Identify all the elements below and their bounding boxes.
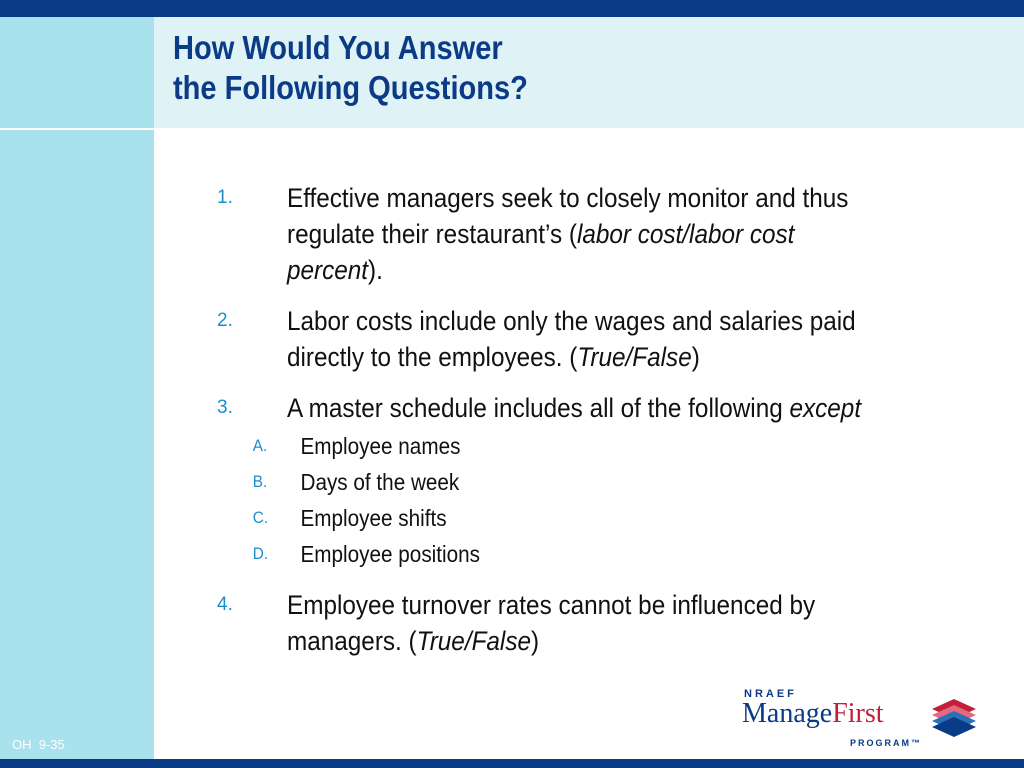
question-number: 2. [217, 310, 233, 331]
question-text-run: ). [368, 255, 383, 285]
slide-title-line: the Following Questions? [173, 69, 528, 106]
question-text-line [287, 303, 899, 339]
bottom-bar [0, 759, 1024, 768]
answer-option-text: Days of the week [300, 469, 460, 495]
slide-title [173, 28, 528, 108]
question-text-emphasis: except [789, 393, 862, 423]
manage-first-logo [742, 688, 982, 750]
question-text-emphasis: labor cost/labor cost [576, 219, 795, 249]
answer-option-letter: D. [252, 544, 269, 563]
question-text-run: ) [530, 626, 540, 656]
question-text-run: regulate their restaurant’s ( [287, 219, 577, 249]
question-item [213, 390, 973, 572]
logo-wordmark-accent: First [832, 698, 884, 729]
answer-option-text: Employee positions [300, 541, 481, 567]
answer-option-text: Employee names [300, 433, 461, 459]
answer-option-text: Employee shifts [300, 505, 447, 531]
answer-option-letter: A. [252, 436, 268, 455]
question-text-run: Effective managers seek to closely monitor and thus [287, 183, 849, 213]
question-text-run: Employee turnover rates cannot be influenced by [287, 590, 816, 620]
question-text-line [287, 252, 899, 288]
question-number: 1. [217, 187, 233, 208]
question-text-line [287, 623, 899, 659]
question-item [213, 180, 973, 288]
logo-top-text: NRAEF [744, 688, 797, 700]
slide-number: OH 9-35 [12, 737, 65, 752]
question-number: 3. [217, 397, 233, 418]
answer-option [253, 428, 899, 464]
logo-bottom-text: PROGRAM™ [850, 738, 922, 748]
question-text [252, 390, 899, 572]
stacked-books-icon [928, 695, 980, 743]
question-text-run: managers. ( [287, 626, 417, 656]
question-text-emphasis: True/False [416, 626, 531, 656]
question-number: 4. [217, 594, 233, 615]
question-text-emphasis: True/False [577, 342, 692, 372]
question-text [287, 587, 899, 659]
question-text [287, 180, 899, 288]
logo-wordmark [742, 698, 884, 730]
question-text-run: ) [691, 342, 700, 372]
question-text-run: Labor costs include only the wages and salaries paid [287, 306, 856, 336]
answer-option [253, 536, 899, 572]
question-text-emphasis: percent [287, 255, 369, 285]
question-text-line [287, 339, 899, 375]
question-text-line [287, 390, 899, 426]
question-item [213, 303, 973, 375]
slide-title-line: How Would You Answer [173, 29, 503, 66]
question-list [213, 180, 973, 674]
question-text-line [287, 180, 899, 216]
title-divider [0, 128, 1024, 130]
answer-option-letter: B. [252, 472, 268, 491]
question-text [287, 303, 899, 375]
question-text-line [287, 216, 899, 252]
answer-option-letter: C. [252, 508, 269, 527]
question-text-line [287, 587, 899, 623]
answer-option [253, 500, 899, 536]
question-text-run: directly to the employees. ( [287, 342, 578, 372]
top-bar [0, 0, 1024, 17]
answer-option [253, 464, 899, 500]
question-text-run: A master schedule includes all of the following [287, 393, 790, 423]
answer-option-list [253, 428, 899, 572]
logo-wordmark-main: Manage [742, 698, 833, 729]
question-item [213, 587, 973, 659]
